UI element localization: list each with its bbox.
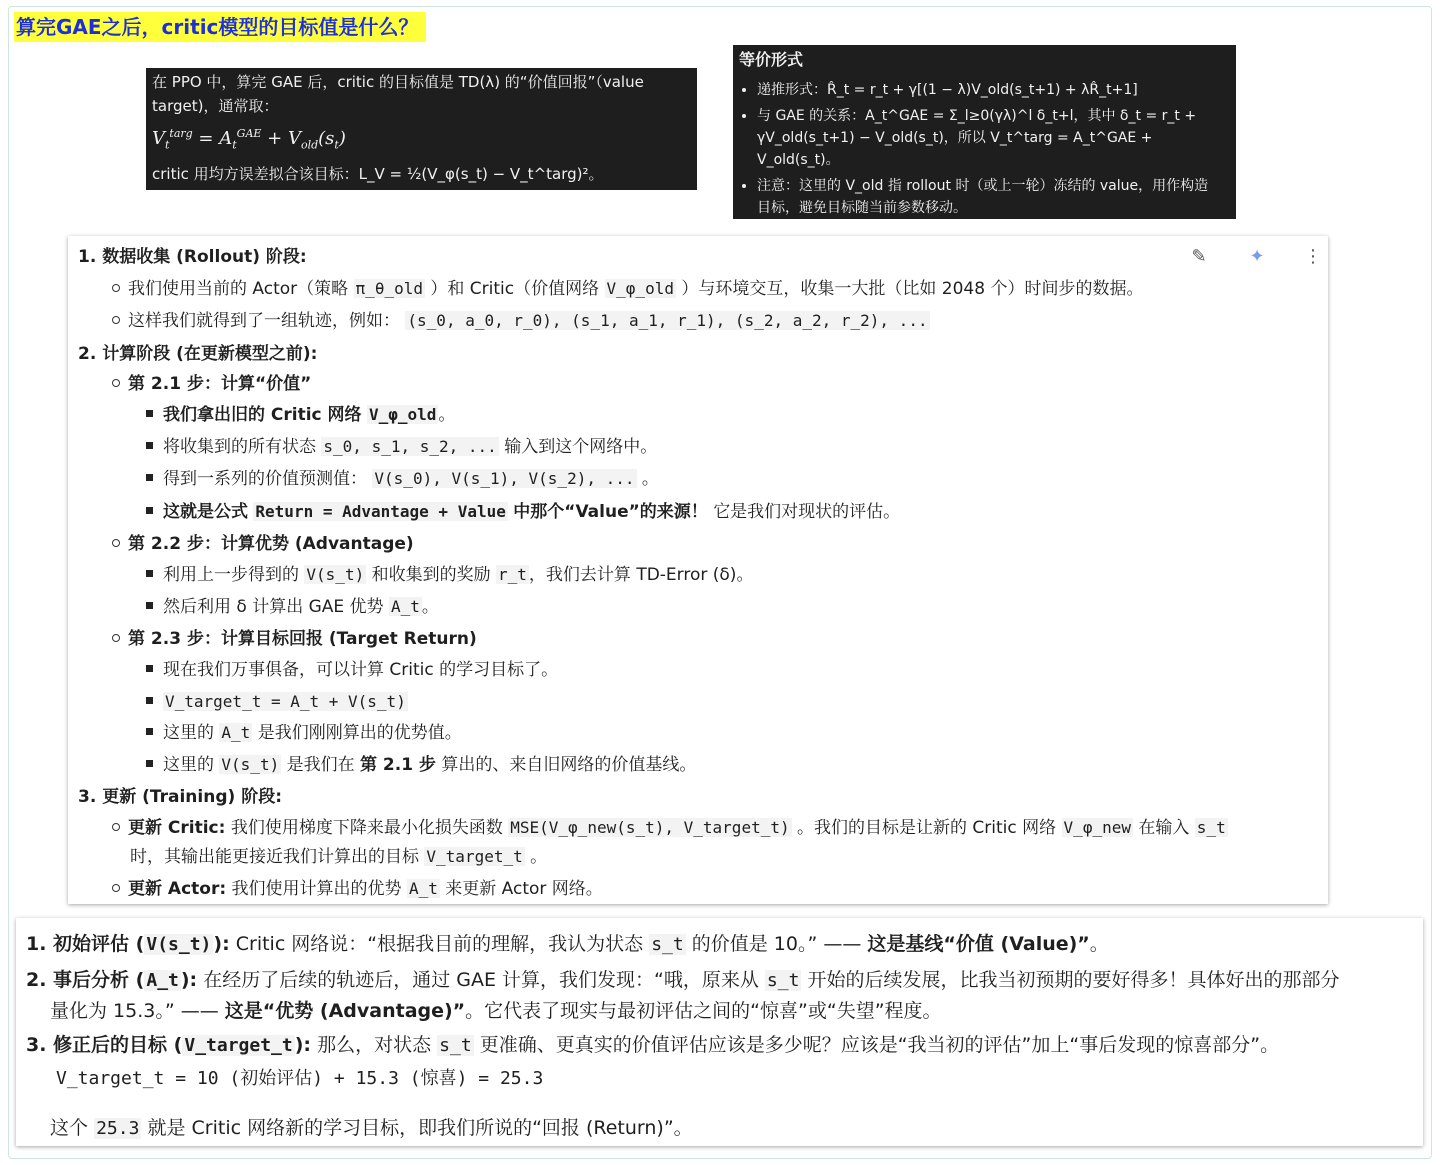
list-item: 将收集到的所有状态 s_0, s_1, s_2, ... 输入到这个网络中。 — [146, 436, 657, 458]
more-icon[interactable]: ⋮ — [1304, 246, 1322, 267]
list-item: 利用上一步得到的 V(s_t) 和收集到的奖励 r_t ，我们去计算 TD-Error (δ)。 — [146, 564, 753, 586]
box-a-line-3: critic 用均方误差拟合该目标：L_V = ½(V_φ(s_t) − V_t^targ)²。 — [152, 164, 604, 183]
list-item: 更新 Critic: 我们使用梯度下降来最小化损失函数 MSE(V_φ_new(s_t), V_target_t) 。我们的目标是让新的 Critic 网络 V_φ_new 在输入 s_t — [112, 817, 1228, 839]
list-item: 这里的 V(s_t) 是我们在 第 2.1 步 算出的、来自旧网络的价值基线。 — [146, 754, 696, 776]
box-b-item-2: • 与 GAE 的关系：A_t^GAE = Σ_l≥0(γλ)^l δ_t+l，其中 δ_t = r_t + γV_old(s_t+1) − V_old(s_t)，所以 V_t^targ = A_t^GAE + V_old(s_t)。 — [757, 105, 1230, 171]
step-2-2-heading: 第 2.2 步：计算优势 (Advantage) — [112, 533, 414, 555]
edit-icon[interactable]: ✎ — [1191, 246, 1207, 267]
list-item: 得到一系列的价值预测值： V(s_0), V(s_1), V(s_2), ... 。 — [146, 468, 659, 490]
list-item: V_target_t = A_t + V(s_t) — [146, 691, 408, 713]
example-card — [16, 918, 1423, 1146]
list-item: 然后利用 δ 计算出 GAE 优势 A_t 。 — [146, 596, 439, 618]
list-item: 这里的 A_t 是我们刚刚算出的优势值。 — [146, 722, 462, 744]
box-b-heading: 等价形式 — [739, 50, 804, 69]
equivalent-forms-box — [733, 45, 1236, 219]
ppo-target-box — [146, 68, 697, 190]
example-step-2: 2. 事后分析 ( A_t ): 在经历了后续的轨迹后，通过 GAE 计算，我们发现：“哦，原来从 s_t 开始的后续发展，比我当初预期的要好得多！具体好出的那部分 — [26, 969, 1340, 991]
step-2-1-heading: 第 2.1 步：计算“价值” — [112, 373, 311, 395]
box-a-line-1: 在 PPO 中，算完 GAE 后，critic 的目标值是 TD(λ) 的“价值回报”（value — [152, 73, 644, 91]
conclusion: 这个 25.3 就是 Critic 网络新的学习目标，即我们所说的“回报 (Return)”。 — [50, 1117, 693, 1139]
box-b-item-3: • 注意：这里的 V_old 指 rollout 时（或上一轮）冻结的 value，用作构造 目标，避免目标随当前参数移动。 — [757, 175, 1230, 219]
list-item: 我们使用当前的 Actor（策略 π_θ_old ）和 Critic（价值网络 V_φ_old ）与环境交互，收集一大批（比如 2048 个）时间步的数据。 — [112, 278, 1143, 300]
example-step-1: 1. 初始评估 ( V(s_t) ): Critic 网络说：“根据我目前的理解，我认为状态 s_t 的价值是 10。” —— 这是基线“价值 (Value)”。 — [26, 933, 1109, 955]
box-b-list — [739, 79, 1230, 219]
box-b-item-1: • 递推形式：R̂_t = r_t + γ[(1 − λ)V_old(s_t+1) + λR̂_t+1] — [757, 79, 1230, 101]
example-step-2-continued: 量化为 15.3。” —— 这是“优势 (Advantage)”。它代表了现实与最初评估之间的“惊喜”或“失望”程度。 — [50, 1000, 942, 1022]
step-2-3-heading: 第 2.3 步：计算目标回报 (Target Return) — [112, 628, 477, 650]
step-3-heading: 3. 更新 (Training) 阶段: — [78, 787, 282, 807]
page-title: 算完GAE之后，critic模型的目标值是什么？ — [14, 12, 426, 42]
list-item: 更新 Actor: 我们使用计算出的优势 A_t 来更新 Actor 网络。 — [112, 878, 603, 900]
list-item: 这样我们就得到了一组轨迹，例如： (s_0, a_0, r_0), (s_1, a_1, r_1), (s_2, a_2, r_2), ... — [112, 310, 930, 332]
process-card — [68, 236, 1328, 904]
box-a-equation: $V_t^{targ} = A_t^{GAE} + V_{old}(s_t)$ — [152, 127, 346, 152]
target-equation: V_target_t = 10 (初始评估) + 15.3 (惊喜) = 25.3 — [56, 1068, 544, 1089]
list-item-continued: 时，其输出能更接近我们计算出的目标 V_target_t 。 — [130, 847, 548, 867]
list-item: 我们拿出旧的 Critic 网络 V_φ_old 。 — [146, 404, 455, 426]
example-step-3: 3. 修正后的目标 ( V_target_t ): 那么，对状态 s_t 更准确、更真实的价值评估应该是多少呢？应该是“我当初的评估”加上“事后发现的惊喜部分”。 — [26, 1034, 1280, 1056]
step-2-heading: 2. 计算阶段 (在更新模型之前): — [78, 344, 318, 364]
step-1-heading: 1. 数据收集 (Rollout) 阶段: — [78, 247, 307, 267]
box-a-line-2: target)，通常取： — [152, 97, 279, 115]
list-item: 现在我们万事俱备，可以计算 Critic 的学习目标了。 — [146, 659, 558, 681]
sparkle-icon[interactable]: ✦ — [1249, 246, 1265, 267]
list-item: 这就是公式 Return = Advantage + Value 中那个“Value”的来源！ 它是我们对现状的评估。 — [146, 501, 900, 523]
